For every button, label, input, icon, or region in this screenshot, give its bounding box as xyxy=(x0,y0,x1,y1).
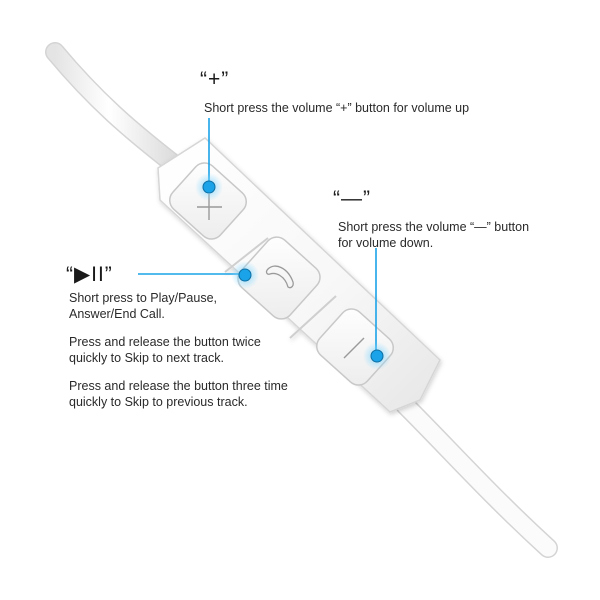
highlight-volume-up xyxy=(195,173,223,201)
play-pause-line-4: quickly to Skip to next track. xyxy=(69,351,224,365)
volume-down-line-2: for volume down. xyxy=(338,236,434,250)
play-pause-line-5: Press and release the button three time xyxy=(69,379,288,393)
play-pause-line-2: Answer/End Call. xyxy=(69,307,165,321)
volume-down-symbol: “—” xyxy=(333,187,371,210)
play-pause-line-1: Short press to Play/Pause, xyxy=(69,291,217,305)
highlight-play-pause xyxy=(231,261,259,289)
highlight-volume-down xyxy=(363,342,391,370)
play-pause-symbol: “▶II” xyxy=(66,263,113,286)
play-pause-line-6: quickly to Skip to previous track. xyxy=(69,395,248,409)
volume-down-line-1: Short press the volume “—” button xyxy=(338,220,530,234)
volume-up-description: Short press the volume “+” button for volume up xyxy=(204,101,470,115)
volume-up-symbol: “+” xyxy=(200,68,230,91)
play-pause-line-3: Press and release the button twice xyxy=(69,335,261,349)
